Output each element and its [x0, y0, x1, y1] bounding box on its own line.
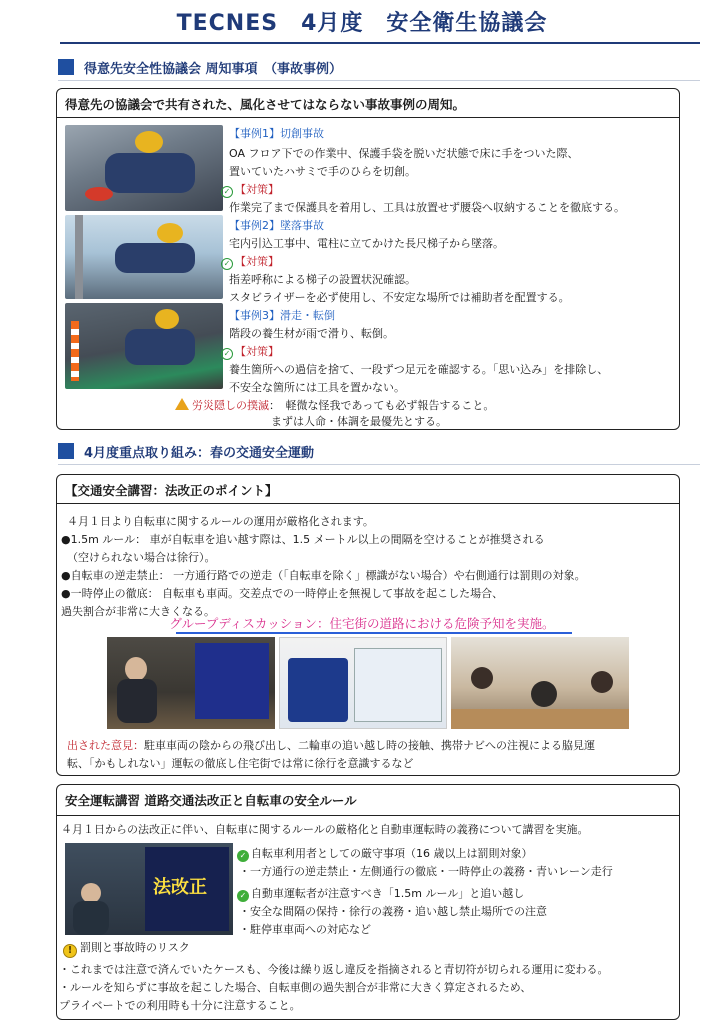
- accident-case-box: [56, 88, 680, 430]
- lecture-photo: [107, 637, 275, 729]
- opinion-text-2: 転、「かもしれない」運転の徹底し住宅街では常に徐行を意識するなど: [67, 757, 414, 770]
- example-text: 置いていたハサミで手のひらを切創。: [229, 165, 416, 178]
- countermeasure-text: スタビライザーを必ず使用し、不安定な場所では補助者を配置する。: [229, 291, 570, 304]
- section-heading-text: 4月度重点取り組み：春の交通安全運動: [84, 445, 315, 461]
- participant-figure: [471, 667, 493, 689]
- table-surface: [451, 709, 629, 729]
- square-bullet-icon: [58, 443, 74, 459]
- warning-icon: [175, 398, 189, 410]
- group-title-underline: [176, 632, 572, 634]
- law-text: （空けられない場合は徐行）。: [67, 551, 216, 564]
- opinion-text: 駐車車両の陰からの飛び出し、二輪車の追い越し時の接触、携帯ナビへの注視による脇見運: [144, 739, 595, 752]
- risk-text: ・これまでは注意で済んでいたケースも、今後は繰り返し違反を指摘されると青切符が切られる運用に変わる。: [59, 963, 609, 976]
- example-text: OA フロア下での作業中、保護手袋を脱いだ状態で床に手をついた際、: [229, 147, 579, 160]
- worker-figure: [105, 153, 195, 193]
- slip-accident-illustration: [65, 303, 223, 389]
- countermeasure-text: 指差呼称による梯子の設置状況確認。: [229, 273, 416, 286]
- example-text: 階段の養生材が雨で滑り、転倒。: [229, 327, 394, 340]
- blood-mark: [85, 187, 113, 201]
- section-rule: [58, 464, 700, 465]
- exclamation-icon: !: [63, 944, 77, 958]
- check-icon: ✓: [237, 890, 249, 902]
- law-text: ●1.5m ルール： 車が自転車を追い越す際は、1.5 メートル以上の間隔を空けることが推奨される: [61, 533, 545, 546]
- example-title: 【事例3】滑走・転倒: [229, 309, 335, 322]
- rule-item: ・一方通行の逆走禁止・左側通行の徹底・一時停止の義務・青いレーン走行: [239, 865, 613, 878]
- box-divider: [57, 117, 679, 118]
- safe-driving-box: [56, 784, 680, 1020]
- driving-intro: ４月１日からの法改正に伴い、自転車に関するルールの厳格化と自動車運転時の義務について講習を実施。: [61, 823, 589, 836]
- helmet-icon: [155, 309, 179, 329]
- rule-item: ✓ 自転車利用者としての厳守事項（16 歳以上は罰則対象）: [237, 845, 533, 862]
- square-bullet-icon: [58, 59, 74, 75]
- fall-accident-illustration: [65, 215, 223, 299]
- participant-figure: [591, 671, 613, 693]
- section-heading-accidents: [58, 56, 342, 78]
- section-heading-traffic: [58, 440, 314, 462]
- law-text: 過失割合が非常に大きくなる。: [61, 605, 215, 618]
- presentation-screen: [195, 643, 269, 719]
- worker-figure: [125, 329, 195, 365]
- countermeasure-text: 不安全な箇所には工具を置かない。: [229, 381, 405, 394]
- section-heading-text: 得意先安全性協議会 周知事項 （事故事例）: [84, 61, 343, 77]
- risk-title: ! 罰則と事故時のリスク: [63, 939, 190, 958]
- law-text: ４月１日より自転車に関するルールの運用が厳格化されます。: [67, 515, 374, 528]
- group-discussion-photo: [451, 637, 629, 729]
- rule-item: ・安全な間隔の保持・徐行の義務・追い越し禁止場所での注意: [239, 905, 547, 918]
- cut-accident-illustration: [65, 125, 223, 211]
- helmet-icon: [135, 131, 163, 153]
- warning-line: [175, 397, 494, 413]
- worker-figure: [115, 243, 195, 273]
- countermeasure-label: ✓ 【対策】: [221, 343, 279, 360]
- example-title: 【事例1】切創事故: [229, 127, 324, 140]
- slide-panel: [288, 658, 348, 722]
- law-text: ●一時停止の徹底： 自転車も車両。交差点での一時停止を無視して事故を起こした場合、: [61, 587, 504, 600]
- traffic-cone-icon: [71, 321, 79, 381]
- title-rule: [60, 42, 700, 44]
- presenter-figure: [81, 883, 101, 903]
- law-text: ●自転車の逆走禁止： 一方通行路での逆走（「自転車を除く」標識がない場合）や右側通行は罰則の対象。: [61, 569, 586, 582]
- risk-text: プライベートでの利用時も十分に注意すること。: [59, 999, 301, 1012]
- rule-item: ✓ 自動車運転者が注意すべき「1.5m ルール」と追い越し: [237, 885, 524, 902]
- box-divider: [57, 503, 679, 504]
- box-header: 得意先の協議会で共有された、風化させてはならない事故事例の周知。: [65, 97, 466, 112]
- presenter-body: [73, 901, 109, 935]
- group-discussion-title: グループディスカッション：住宅街の道路における危険予知を実施。: [169, 616, 555, 631]
- presentation-screen: [145, 847, 229, 931]
- example-text: 宅内引込工事中、電柱に立てかけた長尺梯子から墜落。: [229, 237, 504, 250]
- ladder-rail: [75, 215, 83, 299]
- risk-text: ・ルールを知らずに事故を起こした場合、自転車側の過失割合が非常に大きく算定されるため、: [59, 981, 532, 994]
- slide-law-text: 法改正: [153, 877, 207, 898]
- check-icon: ✓: [221, 258, 233, 270]
- rule-item: ・駐停車車両への対応など: [239, 923, 371, 936]
- box-divider: [57, 815, 679, 816]
- box-header: 【交通安全講習：法改正のポイント】: [65, 483, 278, 498]
- warning-text: ： 軽微な怪我であっても必ず報告すること。: [269, 399, 495, 412]
- slide-panel: [354, 648, 442, 722]
- check-icon: ✓: [237, 850, 249, 862]
- section-rule: [58, 80, 700, 81]
- countermeasure-text: 養生箇所への過信を捨て、一段ずつ足元を確認する。「思い込み」を排除し、: [229, 363, 609, 376]
- presenter-body: [117, 679, 157, 723]
- check-icon: ✓: [221, 348, 233, 360]
- helmet-icon: [157, 223, 183, 243]
- bicycle-lecture-photo: [65, 843, 233, 935]
- presenter-figure: [125, 657, 147, 681]
- example-title: 【事例2】墜落事故: [229, 219, 324, 232]
- warning-text-2: まずは人命・体調を最優先とする。: [271, 415, 447, 428]
- check-icon: ✓: [221, 186, 233, 198]
- countermeasure-text: 作業完了まで保護具を着用し、工具は放置せず腰袋へ収納することを徹底する。: [229, 201, 625, 214]
- box-header: 安全運転講習 道路交通法改正と自転車の安全ルール: [65, 793, 357, 808]
- page-title: TECNES 4月度 安全衛生協議会: [176, 11, 548, 36]
- warning-label: 労災隠しの撲滅: [192, 399, 269, 412]
- opinion-line: [67, 737, 595, 753]
- discussion-slide-photo: [279, 637, 447, 729]
- countermeasure-label: ✓ 【対策】: [221, 253, 279, 270]
- opinion-label: 出された意見：: [67, 739, 144, 752]
- participant-figure: [531, 681, 557, 707]
- countermeasure-label: ✓ 【対策】: [221, 181, 279, 198]
